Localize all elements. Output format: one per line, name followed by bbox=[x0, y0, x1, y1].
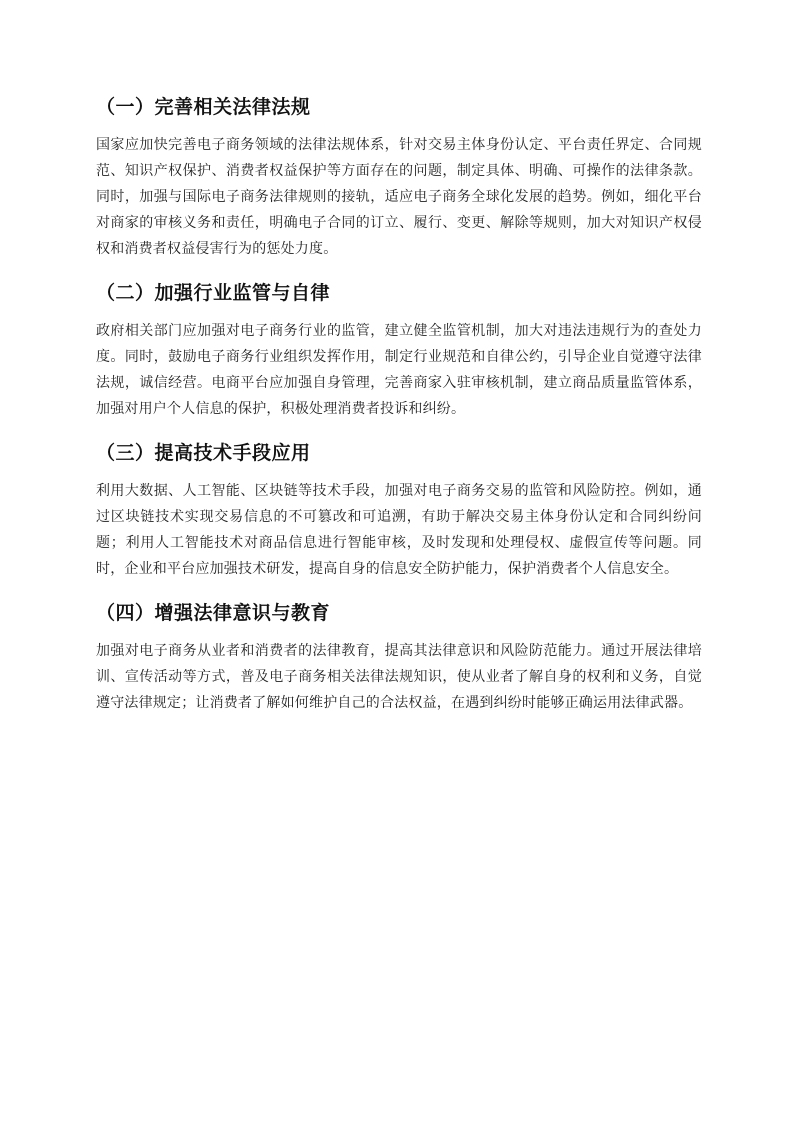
section-3 bbox=[96, 438, 702, 582]
section-heading: （二）加强行业监管与自律 bbox=[96, 282, 331, 304]
section-paragraph: 政府相关部门应加强对电子商务行业的监管，建立健全监管机制，加大对违法违规行为的查处力度。同时，鼓励电子商务行业组织发挥作用，制定行业规范和自律公约，引导企业自觉遵守法律法规，诚信经营。电商平台应加强自身管理，完善商家入驻审核机制，建立商品质量监管体系，加强对用户个人信息的保护，积极处理消费者投诉和纠纷。 bbox=[96, 323, 702, 417]
section-paragraph: 国家应加快完善电子商务领域的法律法规体系，针对交易主体身份认定、平台责任界定、合同规范、知识产权保护、消费者权益保护等方面存在的问题，制定具体、明确、可操作的法律条款。同时，加强与国际电子商务法律规则的接轨，适应电子商务全球化发展的趋势。例如，细化平台对商家的审核义务和责任，明确电子合同的订立、履行、变更、解除等规则，加大对知识产权侵权和消费者权益侵害行为的惩处力度。 bbox=[96, 137, 702, 257]
section-heading: （一）完善相关法律法规 bbox=[96, 96, 311, 118]
section-1 bbox=[96, 92, 702, 262]
section-paragraph: 利用大数据、人工智能、区块链等技术手段，加强对电子商务交易的监管和风险防控。例如，通过区块链技术实现交易信息的不可篡改和可追溯，有助于解决交易主体身份认定和合同纠纷问题；利用人工智能技术对商品信息进行智能审核，及时发现和处理侵权、虚假宣传等问题。同时，企业和平台应加强技术研发，提高自身的信息安全防护能力，保护消费者个人信息安全。 bbox=[96, 483, 702, 577]
section-heading: （三）提高技术手段应用 bbox=[96, 442, 311, 464]
section-2 bbox=[96, 278, 702, 422]
section-heading: （四）增强法律意识与教育 bbox=[96, 602, 331, 624]
document-content bbox=[96, 92, 702, 716]
section-4 bbox=[96, 598, 702, 716]
section-paragraph: 加强对电子商务从业者和消费者的法律教育，提高其法律意识和风险防范能力。通过开展法律培训、宣传活动等方式，普及电子商务相关法律法规知识，使从业者了解自身的权利和义务，自觉遵守法律规定；让消费者了解如何维护自己的合法权益，在遇到纠纷时能够正确运用法律武器。 bbox=[96, 643, 702, 711]
